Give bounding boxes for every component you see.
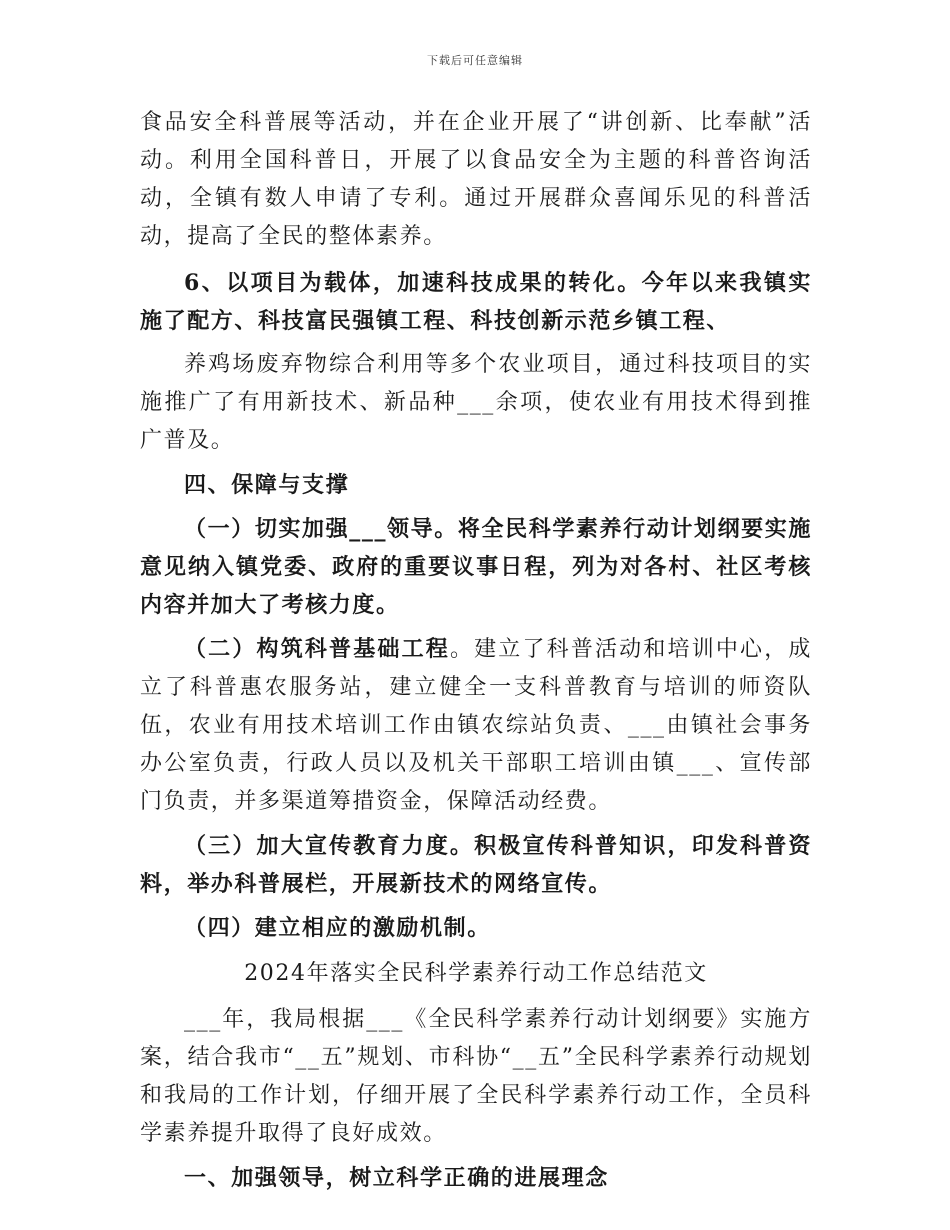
- document-body: [140, 104, 812, 1203]
- document-title: 2024年落实全民科学素养行动工作总结范文: [244, 961, 708, 986]
- page-header: 下载后可任意编辑: [427, 54, 523, 67]
- paragraph-publicity: （三）加大宣传教育力度。积极宣传科普知识，印发科普资料，举办科普展栏，开展新技术的网络宣传。: [140, 833, 812, 897]
- paragraph-infrastructure-lead: （二）构筑科普基础工程: [184, 636, 450, 662]
- paragraph-science-activities: 食品安全科普展等活动，并在企业开展了“讲创新、比奉献”活动。利用全国科普日，开展了以食品安全为主题的科普咨询活动，全镇有数人申请了专利。通过开展群众喜闻乐见的科普活动，提高了全民的整体素养。: [140, 110, 812, 249]
- paragraph-intro: ___年，我局根据___《全民科学素养行动计划纲要》实施方案，结合我市“__五”规划、市科协“__五”全民科学素养行动规划和我局的工作计划，仔细开展了全民科学素养行动工作，全员科学素养提升取得了良好成效。: [140, 1007, 812, 1146]
- paragraph-item-6-heading: 6、以项目为载体，加速科技成果的转化。今年以来我镇实施了配方、科技富民强镇工程、科技创新示范乡镇工程、: [140, 270, 812, 334]
- paragraph-incentives: （四）建立相应的激励机制。: [184, 915, 491, 941]
- section-heading-leadership: 一、加强领导，树立科学正确的进展理念: [184, 1165, 609, 1191]
- paragraph-infrastructure: [140, 630, 812, 821]
- section-heading-guarantee: 四、保障与支撑: [184, 472, 350, 498]
- paragraph-leadership: （一）切实加强___领导。将全民科学素养行动计划纲要实施意见纳入镇党委、政府的重要议事日程，列为对各村、社区考核内容并加大了考核力度。: [140, 516, 812, 618]
- paragraph-infrastructure-body: 。建立了科普活动和培训中心，成立了科普惠农服务站，建立健全一支科普教育与培训的师资队伍，农业有用技术培训工作由镇农综站负责、___由镇社会事务办公室负责，行政人员以及机关干部职工培训由镇___、宣传部门负责，并多渠道筹措资金，保障活动经费。: [140, 637, 812, 814]
- paragraph-item-6-body: 养鸡场废弃物综合利用等多个农业项目，通过科技项目的实施推广了有用新技术、新品种___余项，使农业有用技术得到推广普及。: [140, 352, 812, 453]
